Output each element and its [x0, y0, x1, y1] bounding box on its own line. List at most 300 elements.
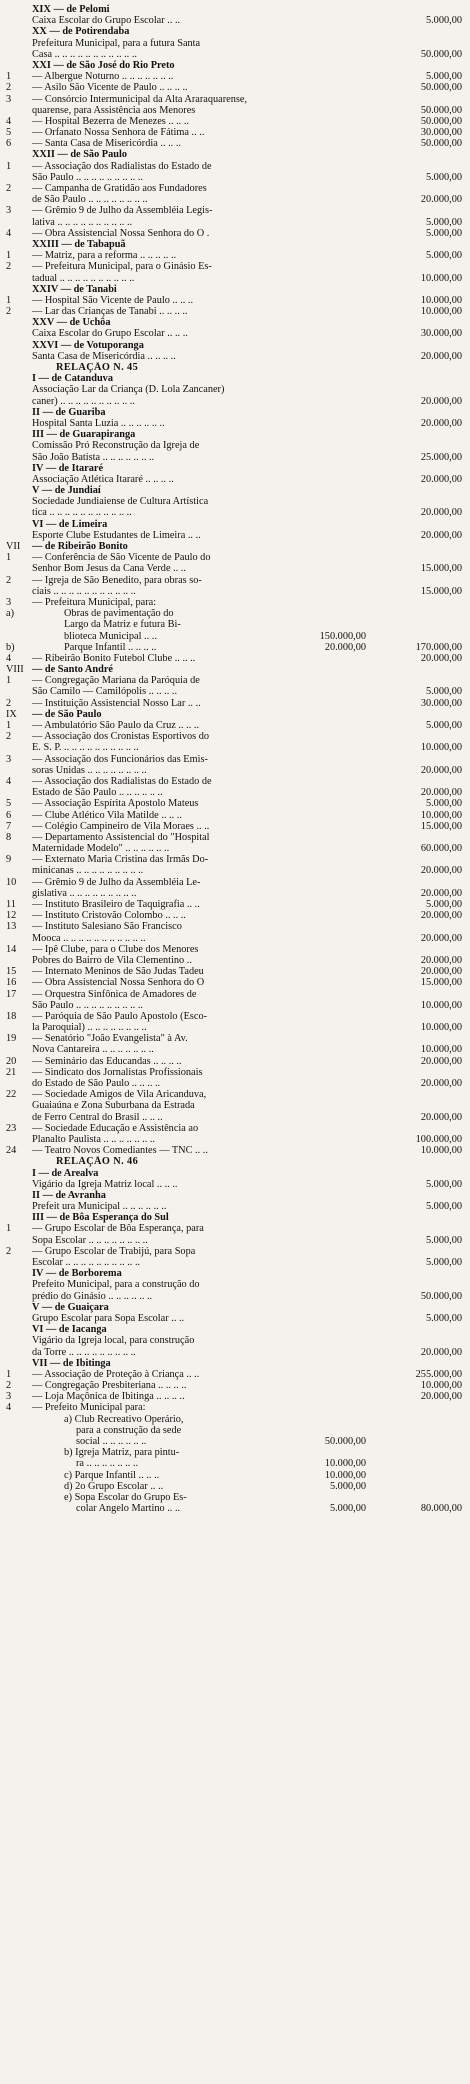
list-item [6, 1436, 462, 1447]
item-number: 2 [6, 731, 12, 743]
list-item [6, 452, 462, 463]
item-text: — Albergue Noturno .. .. .. .. .. .. .. [32, 71, 174, 83]
item-number: 24 [6, 1145, 17, 1157]
list-item [6, 440, 462, 451]
item-text: Guaiaúna e Zona Suburbana da Estrada [32, 1100, 195, 1112]
amount-value: 50.000,00 [420, 115, 462, 127]
group-heading [6, 1268, 462, 1279]
list-item [6, 507, 462, 518]
item-text: VI — de Iacanga [32, 1324, 107, 1336]
item-number: 7 [6, 820, 12, 832]
item-number: 4 [6, 775, 12, 787]
item-text: prédio do Ginásio .. .. .. .. .. .. [32, 1290, 153, 1302]
list-item [6, 172, 462, 183]
item-text: — Igreja de São Benedito, para obras so- [32, 574, 202, 586]
amount-value: 20.000,00 [420, 1078, 462, 1089]
item-number: 5 [6, 798, 12, 810]
item-text: III — de Guarapiranga [32, 429, 136, 441]
list-item [6, 933, 462, 944]
amount-value: 50.000,00 [420, 82, 462, 94]
item-text: ra .. .. .. .. .. .. .. [76, 1458, 139, 1470]
group-heading [6, 1168, 462, 1179]
item-text: Santa Casa de Misericórdia .. .. .. .. [32, 350, 176, 362]
item-text: — Prefeito Municipal para: [32, 1402, 146, 1414]
amount-value: 25.000,00 [420, 451, 462, 463]
list-item [6, 989, 462, 1000]
list-item [6, 15, 462, 26]
item-number: 1 [6, 71, 12, 83]
amount-value: 5.000,00 [425, 1312, 462, 1324]
item-text: XXIII — de Tabapuã [32, 238, 126, 250]
item-text: — Sociedade Educação e Assistência ao [32, 1122, 199, 1134]
amount-value: 20.000,00 [420, 932, 462, 944]
item-text: c) Parque Infantil .. .. .. [64, 1469, 160, 1481]
amount-value: 10.000,00 [420, 272, 462, 284]
amount-value: 5.000,00 [425, 720, 462, 731]
item-text: Caixa Escolar do Grupo Escolar .. .. [32, 15, 181, 27]
amount-value: 20.000,00 [420, 395, 462, 407]
list-item [6, 955, 462, 966]
item-text: minicanas .. .. .. .. .. .. .. .. .. [32, 865, 144, 877]
amount-value: 20.000,00 [420, 764, 462, 776]
amount-value: 100.000,00 [415, 1133, 462, 1145]
item-text: I — de Arealva [32, 1167, 99, 1179]
amount-value: 5.000,00 [425, 798, 462, 810]
item-number: IX [6, 708, 17, 720]
list-item [6, 1313, 462, 1324]
amount-value: 20.000,00 [420, 787, 462, 799]
amount-value: 20.000,00 [420, 954, 462, 966]
amount-value: 5.000,00 [425, 1201, 462, 1213]
list-item [6, 1335, 462, 1346]
group-heading [6, 4, 462, 15]
list-item [6, 161, 462, 172]
item-text: — Clube Atlético Vila Matilde .. .. .. [32, 809, 182, 821]
item-text: caner) .. .. .. .. .. .. .. .. .. .. [32, 395, 135, 407]
group-heading [6, 373, 462, 384]
list-item [6, 1347, 462, 1358]
item-text: Nova Cantareira .. .. .. .. .. .. .. [32, 1044, 154, 1056]
item-text: — Departamento Assistencial do "Hospital [32, 831, 210, 843]
item-text: — Obra Assistencial Nossa Senhora do Ó . [32, 227, 210, 239]
item-text: Obras de pavimentação do [64, 608, 174, 620]
item-number: VIII [6, 664, 24, 676]
item-text: a) Club Recreativo Operário, [64, 1413, 184, 1425]
list-item [6, 765, 462, 776]
list-item [6, 261, 462, 272]
amount-value: 10.000,00 [420, 1044, 462, 1056]
item-number: 1 [6, 294, 12, 306]
item-number: 3 [6, 596, 12, 608]
group-heading [6, 709, 462, 720]
item-text: — Grêmio 9 de Julho da Assembléia Le- [32, 876, 201, 888]
list-item [6, 1447, 462, 1458]
list-item [6, 1402, 462, 1413]
list-item [6, 1279, 462, 1290]
item-text: Planalto Paulista .. .. .. .. .. .. .. [32, 1133, 155, 1145]
list-item [6, 306, 462, 317]
item-number: 2 [6, 82, 12, 94]
list-item [6, 250, 462, 261]
item-text: XXII — de São Paulo [32, 149, 127, 161]
document-column [6, 4, 462, 1514]
item-text: VI — de Limeira [32, 518, 108, 530]
item-number: 22 [6, 1089, 17, 1101]
amount-value: 20.000,00 [420, 966, 462, 978]
item-number: 3 [6, 93, 12, 105]
list-item [6, 1470, 462, 1481]
item-text: RELAÇÃO N. 46 [56, 1156, 139, 1168]
list-item [6, 653, 462, 664]
list-item [6, 1458, 462, 1469]
amount-value: 20.000,00 [420, 529, 462, 541]
amount-value: 5.000,00 [425, 899, 462, 910]
list-item [6, 944, 462, 955]
item-number: 4 [6, 1402, 12, 1414]
item-number: 2 [6, 574, 12, 586]
item-text: — Consórcio Intermunicipal da Alta Araraquarense, [32, 93, 248, 105]
subtotal-value: 5.000,00 [329, 1503, 366, 1515]
item-text: — Sociedade Amigos de Vila Aricanduva, [32, 1089, 207, 1101]
list-item [6, 496, 462, 507]
list-item [6, 1022, 462, 1033]
group-heading [6, 541, 462, 552]
item-text: V — de Guaiçara [32, 1301, 109, 1313]
item-text: de Ferro Central do Brasil .. .. .. [32, 1111, 163, 1123]
item-text: — Associação Espírita Apostolo Mateus [32, 798, 199, 810]
list-item [6, 217, 462, 228]
item-text: RELAÇÃO N. 45 [56, 362, 139, 373]
item-text: lativa .. .. .. .. .. .. .. .. .. .. [32, 216, 133, 228]
list-item [6, 273, 462, 284]
list-item [6, 642, 462, 653]
list-item [6, 1134, 462, 1145]
amount-value: 10.000,00 [420, 742, 462, 754]
item-text: IV — de Borborema [32, 1268, 122, 1280]
item-text: Associação Lar da Criança (D. Lola Zancaner) [32, 384, 225, 396]
group-heading [6, 149, 462, 160]
item-number: 6 [6, 138, 12, 150]
item-text: — Associação dos Funcionários das Emis- [32, 753, 208, 765]
list-item [6, 194, 462, 205]
item-number: 4 [6, 227, 12, 239]
item-text: Sociedade Jundiaiense de Cultura Artística [32, 496, 209, 508]
list-item [6, 821, 462, 832]
item-text: Prefeitura Municipal, para a futura Santa [32, 37, 201, 49]
item-number: 2 [6, 1245, 12, 1257]
subtotal-value: 150.000,00 [319, 630, 366, 642]
list-item [6, 49, 462, 60]
list-item [6, 1145, 462, 1156]
list-item [6, 94, 462, 105]
group-heading [6, 1190, 462, 1201]
list-item [6, 832, 462, 843]
list-item [6, 877, 462, 888]
group-heading [6, 519, 462, 530]
list-item [6, 228, 462, 239]
list-item [6, 1112, 462, 1123]
list-item [6, 1011, 462, 1022]
item-text: V — de Jundiaí [32, 485, 101, 497]
amount-value: 50.000,00 [420, 48, 462, 60]
list-item [6, 328, 462, 339]
item-text: — Hospital Bezerra de Menezes .. .. .. [32, 115, 189, 127]
item-text: Maternidade Modelo" .. .. .. .. .. .. [32, 843, 170, 855]
item-text: — Hospital São Vicente de Paulo .. .. .. [32, 294, 194, 306]
list-item [6, 1503, 462, 1514]
item-text: Grupo Escolar para Sopa Escolar .. .. [32, 1312, 185, 1324]
item-text: Mooca .. .. .. .. .. .. .. .. .. .. .. [32, 932, 146, 944]
list-item [6, 597, 462, 608]
list-item [6, 418, 462, 429]
item-text: Vigário da Igreja Matriz local .. .. .. [32, 1178, 178, 1190]
item-text: XXVI — de Votuporanga [32, 339, 144, 351]
item-text: Vigário da Igreja local, para construção [32, 1335, 195, 1347]
amount-value: 30.000,00 [420, 697, 462, 709]
group-heading [6, 1358, 462, 1369]
list-item [6, 619, 462, 630]
item-number: 14 [6, 943, 17, 955]
list-item [6, 295, 462, 306]
list-item [6, 138, 462, 149]
item-text: tadual .. .. .. .. .. .. .. .. .. .. [32, 272, 135, 284]
group-heading [6, 463, 462, 474]
item-text: — Santa Casa de Misericórdia .. .. .. [32, 138, 181, 150]
item-number: 1 [6, 552, 12, 564]
item-number: 1 [6, 160, 12, 172]
subtotal-value: 5.000,00 [329, 1480, 366, 1492]
group-heading [6, 1302, 462, 1313]
amount-value: 5.000,00 [425, 227, 462, 239]
amount-value: 20.000,00 [420, 507, 462, 519]
amount-value: 20.000,00 [420, 887, 462, 899]
item-number: 1 [6, 720, 12, 731]
amount-value: 20.000,00 [420, 910, 462, 922]
item-number: 9 [6, 854, 12, 866]
item-number: 10 [6, 876, 17, 888]
amount-value: 30.000,00 [420, 328, 462, 340]
item-text: — de Ribeirão Bonito [32, 541, 128, 552]
item-text: — de Santo André [32, 664, 113, 676]
amount-value: 5.000,00 [425, 686, 462, 698]
item-text: III — de Bôa Esperança do Sul [32, 1212, 169, 1224]
item-text: — Seminário das Educandas .. .. .. .. [32, 1055, 182, 1067]
item-text: — Sindicato dos Jornalistas Profissionais [32, 1066, 203, 1078]
item-text: — Grupo Escolar de Bôa Esperança, para [32, 1223, 204, 1235]
item-text: Esporte Clube Estudantes de Limeira .. .. [32, 529, 201, 541]
item-text: São Camilo — Camilópolis .. .. .. .. [32, 686, 178, 698]
item-text: — Lar das Crianças de Tanabi .. .. .. .. [32, 306, 188, 318]
list-item [6, 38, 462, 49]
list-item [6, 977, 462, 988]
item-number: 1 [6, 1223, 12, 1235]
list-item [6, 105, 462, 116]
item-text: XIX — de Pelomi [32, 4, 110, 15]
item-text: quarense, para Assistência aos Menores [32, 104, 196, 116]
amount-value: 15.000,00 [420, 977, 462, 989]
amount-value: 5.000,00 [425, 250, 462, 262]
item-text: Associação Atlética Itararé .. .. .. .. [32, 473, 174, 485]
subtotal-value: 10.000,00 [324, 1469, 366, 1481]
item-text: II — de Avranha [32, 1189, 106, 1201]
item-text: — Prefeitura Municipal, para: [32, 596, 157, 608]
amount-value: 10.000,00 [420, 1380, 462, 1392]
item-text: IV — de Itararé [32, 462, 104, 474]
list-item [6, 1425, 462, 1436]
item-number: 2 [6, 306, 12, 318]
list-item [6, 1492, 462, 1503]
list-item [6, 530, 462, 541]
group-heading [6, 284, 462, 295]
amount-value: 20.000,00 [420, 1346, 462, 1358]
list-item [6, 1067, 462, 1078]
list-item [6, 1246, 462, 1257]
item-text: Senhor Bom Jesus da Cana Verde .. .. [32, 563, 186, 575]
item-number: 19 [6, 1033, 17, 1045]
item-text: I — de Catanduva [32, 373, 113, 385]
amount-value: 5.000,00 [425, 171, 462, 183]
item-text: e) Sopa Escolar do Grupo Es- [64, 1491, 187, 1503]
list-item [6, 1056, 462, 1067]
item-text: — Asilo São Vicente de Paulo .. .. .. .. [32, 82, 188, 94]
amount-value: 10.000,00 [420, 809, 462, 821]
group-heading [6, 429, 462, 440]
amount-value: 20.000,00 [420, 1111, 462, 1123]
item-text: São João Batista .. .. .. .. .. .. .. [32, 451, 155, 463]
list-item [6, 205, 462, 216]
item-text: Prefeit ura Municipal .. .. .. .. .. .. [32, 1201, 167, 1213]
group-heading [6, 1212, 462, 1223]
item-number: 6 [6, 809, 12, 821]
item-text: — Associação dos Radialistas do Estado de [32, 160, 212, 172]
group-heading [6, 60, 462, 71]
list-item [6, 552, 462, 563]
item-text: — Instituição Assistencial Nosso Lar .. .. [32, 697, 201, 709]
list-item [6, 899, 462, 910]
item-number: 4 [6, 115, 12, 127]
item-number: b) [6, 641, 15, 653]
subtotal-value: 50.000,00 [324, 1436, 366, 1447]
item-number: 21 [6, 1066, 17, 1078]
item-text: — Ipê Clube, para o Clube dos Menores [32, 943, 199, 955]
list-item [6, 720, 462, 731]
list-item [6, 1369, 462, 1380]
item-text: — Instituto Brasileiro de Taquigrafia .. .. [32, 899, 200, 910]
item-text: — Colégio Campineiro de Vila Moraes .. .. [32, 820, 210, 832]
item-text: — Ambulatório São Paulo da Cruz .. .. .. [32, 720, 200, 731]
subtotal-value: 20.000,00 [324, 641, 366, 653]
item-text: — Internato Meninos de São Judas Tadeu [32, 966, 204, 978]
list-item [6, 731, 462, 742]
item-text: de São Paulo .. .. .. .. .. .. .. .. [32, 194, 148, 206]
amount-value: 255.000,00 [415, 1368, 462, 1380]
item-text: gislativa .. .. .. .. .. .. .. .. .. [32, 887, 137, 899]
item-number: 12 [6, 910, 17, 922]
list-item [6, 754, 462, 765]
section-heading [6, 1156, 462, 1167]
amount-value: 50.000,00 [420, 104, 462, 116]
list-item [6, 631, 462, 642]
amount-value: 10.000,00 [420, 294, 462, 306]
item-number: 8 [6, 831, 12, 843]
item-text: — Prefeitura Municipal, para o Ginásio Es- [32, 261, 212, 273]
item-number: 20 [6, 1055, 17, 1067]
item-number: 3 [6, 753, 12, 765]
amount-value: 30.000,00 [420, 127, 462, 139]
item-number: 1 [6, 250, 12, 262]
amount-value: 10.000,00 [420, 999, 462, 1011]
amount-value: 20.000,00 [420, 350, 462, 362]
list-item [6, 865, 462, 876]
list-item [6, 351, 462, 362]
list-item [6, 686, 462, 697]
amount-value: 5.000,00 [425, 71, 462, 83]
item-number: 2 [6, 1380, 12, 1392]
item-text: II — de Guariba [32, 406, 106, 418]
list-item [6, 854, 462, 865]
item-number: 1 [6, 675, 12, 687]
list-item [6, 798, 462, 809]
list-item [6, 742, 462, 753]
item-text: do Estado de São Paulo .. .. .. .. [32, 1078, 161, 1089]
item-number: 2 [6, 183, 12, 194]
list-item [6, 1380, 462, 1391]
amount-value: 5.000,00 [425, 1257, 462, 1268]
amount-value: 5.000,00 [425, 15, 462, 27]
item-text: — Conferência de São Vicente de Paulo do [32, 552, 211, 564]
list-item [6, 888, 462, 899]
amount-value: 50.000,00 [420, 138, 462, 150]
item-text: — Externato Maria Cristina das Irmãs Do- [32, 854, 209, 866]
item-text: — Instituto Cristovão Colombo .. .. .. [32, 910, 186, 922]
amount-value: 15.000,00 [420, 585, 462, 597]
list-item [6, 1235, 462, 1246]
item-number: 4 [6, 652, 12, 664]
item-text: Parque Infantil .. .. .. .. [64, 641, 157, 653]
amount-value: 5.000,00 [425, 1234, 462, 1246]
item-text: — Associação dos Cronistas Esportivos do [32, 731, 210, 743]
item-text: — Loja Maçônica de Ibitinga .. .. .. .. [32, 1391, 185, 1403]
item-text: blioteca Municipal .. .. [64, 630, 157, 642]
list-item [6, 776, 462, 787]
list-item [6, 82, 462, 93]
list-item [6, 1100, 462, 1111]
group-heading [6, 485, 462, 496]
item-text: soras Unidas .. .. .. .. .. .. .. .. [32, 764, 147, 776]
list-item [6, 1414, 462, 1425]
item-text: XXI — de São José do Rio Preto [32, 59, 175, 71]
amount-value: 5.000,00 [425, 1178, 462, 1190]
amount-value: 20.000,00 [420, 1391, 462, 1403]
item-text: Comissão Pró Reconstrução da Igreja de [32, 440, 200, 452]
item-text: — Paróquia de São Paulo Apostolo (Esco- [32, 1010, 208, 1022]
group-heading [6, 1324, 462, 1335]
item-number: 23 [6, 1122, 17, 1134]
item-number: 15 [6, 966, 17, 978]
amount-value: 10.000,00 [420, 1145, 462, 1157]
list-item [6, 1179, 462, 1190]
item-text: — Campanha de Gratidão aos Fundadores [32, 183, 207, 194]
list-item [6, 563, 462, 574]
list-item [6, 127, 462, 138]
list-item [6, 1078, 462, 1089]
item-text: Hospital Santa Luzia .. .. .. .. .. .. [32, 417, 165, 429]
amount-value: 50.000,00 [420, 1290, 462, 1302]
list-item [6, 843, 462, 854]
item-text: d) 2o Grupo Escolar .. .. [64, 1480, 164, 1492]
amount-value: 80.000,00 [420, 1503, 462, 1515]
item-text: São Paulo .. .. .. .. .. .. .. .. .. [32, 999, 143, 1011]
